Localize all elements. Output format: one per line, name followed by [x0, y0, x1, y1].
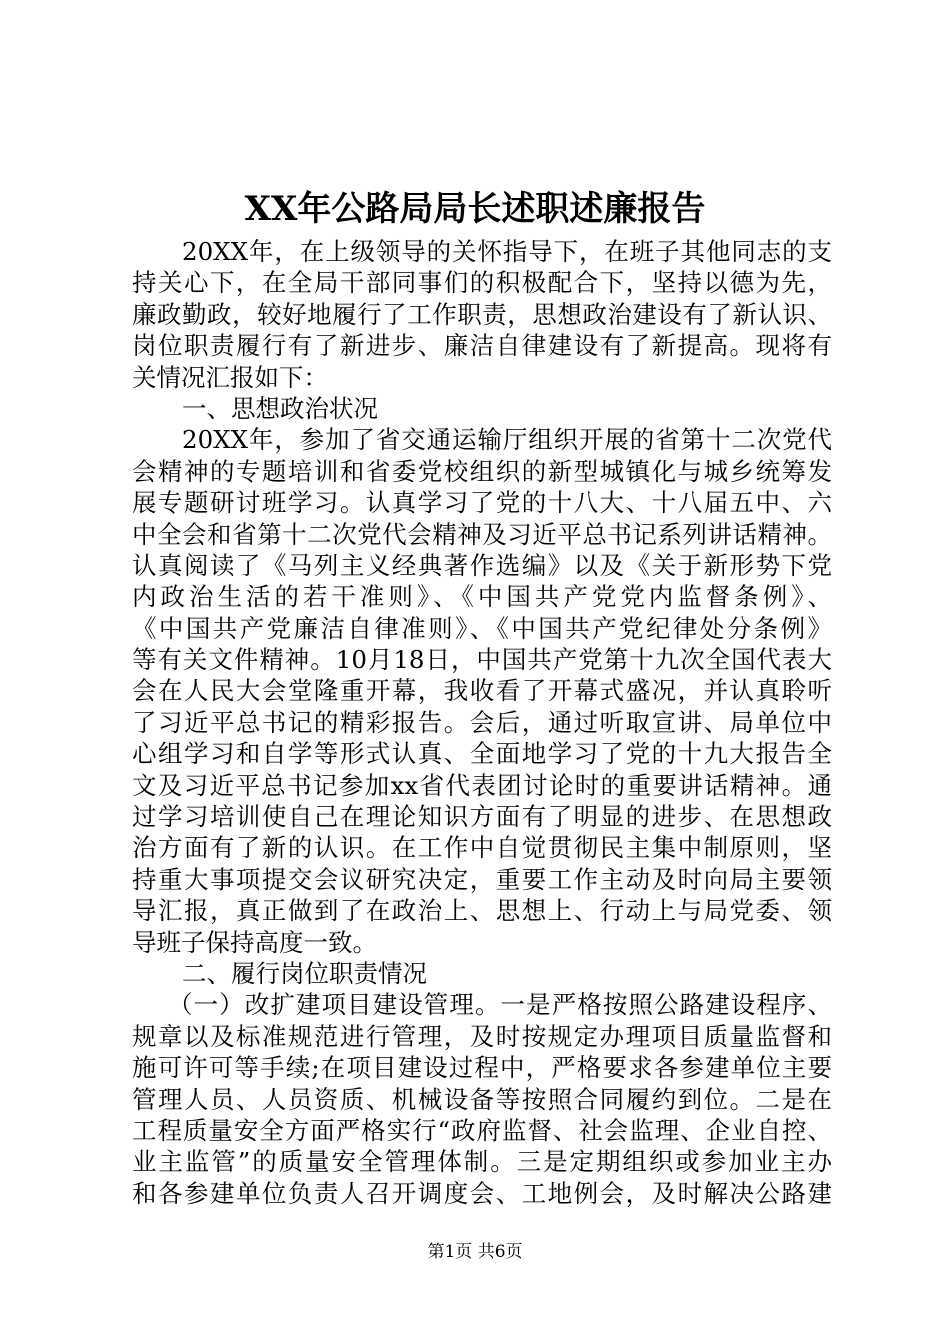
paragraph-line: 中全会和省第十二次党代会精神及习近平总书记系列讲话精神。	[132, 519, 832, 549]
paragraph-line: 文及习近平总书记参加xx省代表团讨论时的重要讲话精神。通	[132, 770, 832, 800]
paragraph-line: 过学习培训使自己在理论知识方面有了明显的进步、在思想政	[132, 802, 832, 832]
paragraph-line: 心组学习和自学等形式认真、全面地学习了党的十九大报告全	[132, 739, 832, 769]
paragraph-line: 等有关文件精神。10月18日，中国共产党第十九次全国代表大	[132, 645, 832, 675]
paragraph-line: 《中国共产党廉洁自律准则》、《中国共产党纪律处分条例》	[132, 613, 832, 643]
paragraph-line: 20XX年，参加了省交通运输厅组织开展的省第十二次党代	[182, 425, 832, 455]
page-footer: 第1页 共6页	[427, 1242, 523, 1262]
paragraph-line: 了习近平总书记的精彩报告。会后，通过听取宣讲、局单位中	[132, 707, 832, 737]
paragraph-line: 20XX年，在上级领导的关怀指导下，在班子其他同志的支	[182, 237, 832, 266]
paragraph-line: 施可许可等手续;在项目建设过程中，严格要求各参建单位主要	[132, 1053, 832, 1083]
paragraph-line: 廉政勤政，较好地履行了工作职责，思想政治建设有了新认识、	[132, 299, 832, 329]
paragraph-line: 规章以及标准规范进行管理，及时按规定办理项目质量监督和	[132, 1021, 832, 1051]
paragraph-line: 导班子保持高度一致。	[132, 927, 377, 957]
paragraph-line: 展专题研讨班学习。认真学习了党的十八大、十八届五中、六	[132, 488, 832, 518]
paragraph-line: 导汇报，真正做到了在政治上、思想上、行动上与局党委、领	[132, 896, 832, 926]
paragraph-line: 内政治生活的若干准则》、《中国共产党党内监督条例》、	[132, 582, 832, 612]
section-heading: 二、履行岗位职责情况	[182, 958, 427, 988]
paragraph-line: 持重大事项提交会议研究决定，重要工作主动及时向局主要领	[132, 864, 832, 894]
section-heading: 一、思想政治状况	[182, 393, 378, 423]
document-title: XX年公路局局长述职述廉报告	[244, 189, 706, 229]
paragraph-line: 认真阅读了《马列主义经典著作选编》以及《关于新形势下党	[132, 550, 832, 580]
paragraph-line: 治方面有了新的认识。在工作中自觉贯彻民主集中制原则，坚	[132, 833, 832, 863]
paragraph-line: 持关心下，在全局干部同事们的积极配合下，坚持以德为先，	[132, 268, 832, 298]
paragraph-line: 和各参建单位负责人召开调度会、工地例会，及时解决公路建	[132, 1178, 832, 1208]
document-body	[132, 236, 832, 1209]
paragraph-line: 会在人民大会堂隆重开幕，我收看了开幕式盛况，并认真聆听	[132, 676, 832, 706]
paragraph-line: 管理人员、人员资质、机械设备等按照合同履约到位。二是在	[132, 1084, 832, 1114]
paragraph-line: （一）改扩建项目建设管理。一是严格按照公路建设程序、	[168, 990, 832, 1020]
paragraph-line: 关情况汇报如下：	[132, 362, 328, 392]
paragraph-line: 工程质量安全方面严格实行“政府监督、社会监理、企业自控、	[132, 1115, 832, 1145]
paragraph-line: 业主监管”的质量安全管理体制。三是定期组织或参加业主办	[132, 1147, 832, 1177]
paragraph-line: 岗位职责履行有了新进步、廉洁自律建设有了新提高。现将有	[132, 331, 832, 361]
paragraph-line: 会精神的专题培训和省委党校组织的新型城镇化与城乡统筹发	[132, 456, 832, 486]
